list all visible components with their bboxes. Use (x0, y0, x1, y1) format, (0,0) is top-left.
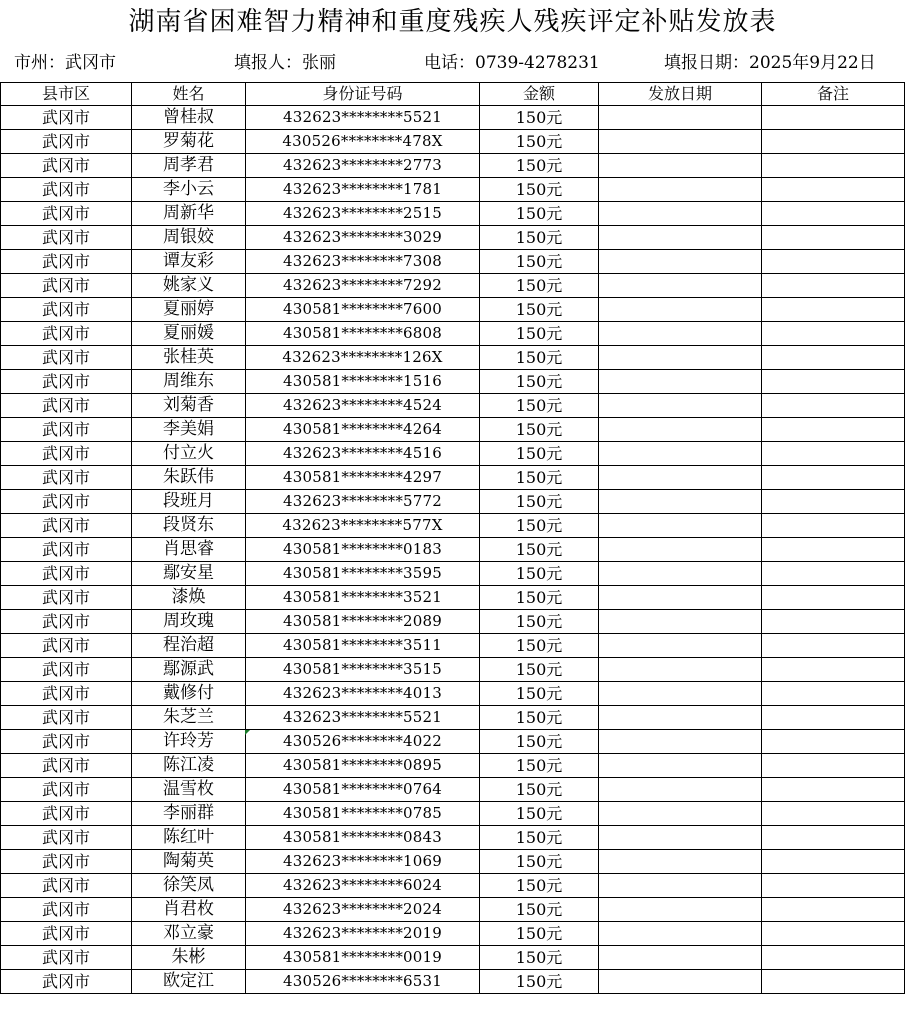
cell-note[interactable] (762, 106, 905, 130)
cell-id-number[interactable]: 430581********2089 (246, 610, 480, 634)
cell-county[interactable]: 武冈市 (1, 826, 132, 850)
cell-note[interactable] (762, 346, 905, 370)
cell-note[interactable] (762, 298, 905, 322)
city-field: 市州：武冈市 (14, 53, 116, 73)
cell-amount[interactable]: 150元 (480, 298, 599, 322)
subsidy-table (0, 82, 905, 994)
cell-amount[interactable]: 150元 (480, 826, 599, 850)
table-body (1, 106, 905, 994)
cell-note[interactable] (762, 874, 905, 898)
cell-amount[interactable]: 150元 (480, 562, 599, 586)
cell-county[interactable]: 武冈市 (1, 658, 132, 682)
cell-name[interactable]: 刘菊香 (132, 394, 246, 418)
cell-amount[interactable]: 150元 (480, 730, 599, 754)
header-county[interactable]: 县市区 (1, 83, 132, 106)
cell-note[interactable] (762, 274, 905, 298)
cell-payment-date[interactable] (599, 970, 762, 994)
cell-payment-date[interactable] (599, 442, 762, 466)
cell-id-number[interactable]: 430581********0183 (246, 538, 480, 562)
cell-id-number[interactable]: 432623********4013 (246, 682, 480, 706)
cell-name[interactable]: 朱芝兰 (132, 706, 246, 730)
page-title: 湖南省困难智力精神和重度残疾人残疾评定补贴发放表 (128, 7, 777, 37)
cell-note[interactable] (762, 682, 905, 706)
cell-payment-date[interactable] (599, 778, 762, 802)
table-row (1, 250, 905, 274)
table-row (1, 154, 905, 178)
cell-id-number[interactable]: 430581********0843 (246, 826, 480, 850)
cell-county[interactable]: 武冈市 (1, 946, 132, 970)
header-payment-date[interactable]: 发放日期 (599, 83, 762, 106)
cell-id-number[interactable]: 432623********2019 (246, 922, 480, 946)
table-row (1, 730, 905, 754)
cell-payment-date[interactable] (599, 706, 762, 730)
cell-note[interactable] (762, 898, 905, 922)
cell-amount[interactable]: 150元 (480, 658, 599, 682)
cell-payment-date[interactable] (599, 226, 762, 250)
table-row (1, 514, 905, 538)
cell-note[interactable] (762, 634, 905, 658)
table-row (1, 418, 905, 442)
table-header-row (1, 83, 905, 106)
filler-field: 填报人：张丽 (234, 53, 336, 73)
cell-note[interactable] (762, 514, 905, 538)
cell-amount[interactable]: 150元 (480, 394, 599, 418)
cell-name[interactable]: 罗菊花 (132, 130, 246, 154)
cell-id-number[interactable]: 432623********2515 (246, 202, 480, 226)
cell-name[interactable]: 许玲芳 (132, 730, 246, 754)
table-row (1, 610, 905, 634)
cell-name[interactable]: 戴修付 (132, 682, 246, 706)
table-row (1, 130, 905, 154)
table-row (1, 826, 905, 850)
header-name[interactable]: 姓名 (132, 83, 246, 106)
cell-note[interactable] (762, 466, 905, 490)
cell-payment-date[interactable] (599, 586, 762, 610)
cell-payment-date[interactable] (599, 514, 762, 538)
table-row (1, 490, 905, 514)
cell-name[interactable]: 徐笑凤 (132, 874, 246, 898)
table-row (1, 370, 905, 394)
cell-county[interactable]: 武冈市 (1, 298, 132, 322)
cell-name[interactable]: 朱彬 (132, 946, 246, 970)
table-row (1, 442, 905, 466)
table-row (1, 706, 905, 730)
table-row (1, 226, 905, 250)
cell-amount[interactable]: 150元 (480, 346, 599, 370)
cell-payment-date[interactable] (599, 826, 762, 850)
cell-amount[interactable]: 150元 (480, 178, 599, 202)
cell-county[interactable]: 武冈市 (1, 490, 132, 514)
cell-county[interactable]: 武冈市 (1, 130, 132, 154)
cell-amount[interactable]: 150元 (480, 154, 599, 178)
table-row (1, 106, 905, 130)
cell-payment-date[interactable] (599, 898, 762, 922)
cell-name[interactable]: 周新华 (132, 202, 246, 226)
cell-name[interactable]: 谭友彩 (132, 250, 246, 274)
cell-note[interactable] (762, 706, 905, 730)
cell-county[interactable]: 武冈市 (1, 586, 132, 610)
cell-note[interactable] (762, 226, 905, 250)
cell-id-number[interactable]: 430581********0785 (246, 802, 480, 826)
cell-amount[interactable]: 150元 (480, 706, 599, 730)
cell-note[interactable] (762, 778, 905, 802)
cell-amount[interactable]: 150元 (480, 442, 599, 466)
cell-name[interactable]: 周孝君 (132, 154, 246, 178)
cell-note[interactable] (762, 850, 905, 874)
cell-note[interactable] (762, 178, 905, 202)
table-row (1, 754, 905, 778)
table-row (1, 682, 905, 706)
cell-payment-date[interactable] (599, 874, 762, 898)
cell-id-number[interactable]: 430581********0895 (246, 754, 480, 778)
table-row (1, 274, 905, 298)
cell-county[interactable]: 武冈市 (1, 418, 132, 442)
cell-county[interactable]: 武冈市 (1, 778, 132, 802)
cell-id-number[interactable]: 430581********0019 (246, 946, 480, 970)
table-row (1, 970, 905, 994)
cell-payment-date[interactable] (599, 346, 762, 370)
cell-note[interactable] (762, 754, 905, 778)
cell-county[interactable]: 武冈市 (1, 754, 132, 778)
cell-county[interactable]: 武冈市 (1, 394, 132, 418)
cell-name[interactable]: 漆焕 (132, 586, 246, 610)
cell-amount[interactable]: 150元 (480, 634, 599, 658)
phone-field: 电话：0739-4278231 (424, 53, 600, 73)
cell-county[interactable]: 武冈市 (1, 634, 132, 658)
cell-county[interactable]: 武冈市 (1, 370, 132, 394)
cell-amount[interactable]: 150元 (480, 922, 599, 946)
cell-name[interactable]: 夏丽婷 (132, 298, 246, 322)
cell-id-number[interactable]: 430581********3511 (246, 634, 480, 658)
cell-name[interactable]: 温雪枚 (132, 778, 246, 802)
cell-payment-date[interactable] (599, 154, 762, 178)
cell-note[interactable] (762, 490, 905, 514)
cell-payment-date[interactable] (599, 634, 762, 658)
cell-name[interactable]: 李小云 (132, 178, 246, 202)
table-row (1, 850, 905, 874)
cell-amount[interactable]: 150元 (480, 946, 599, 970)
cell-payment-date[interactable] (599, 298, 762, 322)
cell-county[interactable]: 武冈市 (1, 874, 132, 898)
cell-amount[interactable]: 150元 (480, 802, 599, 826)
table-row (1, 586, 905, 610)
cell-note[interactable] (762, 202, 905, 226)
cell-amount[interactable]: 150元 (480, 970, 599, 994)
cell-note[interactable] (762, 730, 905, 754)
cell-id-number[interactable]: 430581********6808 (246, 322, 480, 346)
cell-name[interactable]: 周玫瑰 (132, 610, 246, 634)
cell-payment-date[interactable] (599, 370, 762, 394)
cell-name[interactable]: 陶菊英 (132, 850, 246, 874)
cell-id-number[interactable]: 432623********5772 (246, 490, 480, 514)
cell-amount[interactable]: 150元 (480, 466, 599, 490)
cell-payment-date[interactable] (599, 202, 762, 226)
cell-id-number[interactable]: 430581********1516 (246, 370, 480, 394)
cell-amount[interactable]: 150元 (480, 682, 599, 706)
cell-note[interactable] (762, 658, 905, 682)
cell-amount[interactable]: 150元 (480, 490, 599, 514)
cell-note[interactable] (762, 130, 905, 154)
cell-note[interactable] (762, 586, 905, 610)
cell-amount[interactable]: 150元 (480, 754, 599, 778)
cell-id-number[interactable]: 432623********577X (246, 514, 480, 538)
table-row (1, 346, 905, 370)
cell-name[interactable]: 陈江凌 (132, 754, 246, 778)
cell-payment-date[interactable] (599, 418, 762, 442)
cell-county[interactable]: 武冈市 (1, 538, 132, 562)
cell-county[interactable]: 武冈市 (1, 514, 132, 538)
cell-county[interactable]: 武冈市 (1, 610, 132, 634)
table-row (1, 802, 905, 826)
table-row (1, 634, 905, 658)
cell-county[interactable]: 武冈市 (1, 706, 132, 730)
cell-payment-date[interactable] (599, 106, 762, 130)
cell-note[interactable] (762, 394, 905, 418)
cell-note[interactable] (762, 370, 905, 394)
cell-amount[interactable]: 150元 (480, 250, 599, 274)
cell-name[interactable]: 李美娟 (132, 418, 246, 442)
cell-note[interactable] (762, 442, 905, 466)
cell-id-number[interactable]: 432623********1069 (246, 850, 480, 874)
cell-note[interactable] (762, 538, 905, 562)
cell-amount[interactable]: 150元 (480, 610, 599, 634)
cell-payment-date[interactable] (599, 562, 762, 586)
cell-payment-date[interactable] (599, 538, 762, 562)
cell-name[interactable]: 段贤东 (132, 514, 246, 538)
table-row (1, 538, 905, 562)
cell-payment-date[interactable] (599, 682, 762, 706)
cell-county[interactable]: 武冈市 (1, 562, 132, 586)
cell-county[interactable]: 武冈市 (1, 274, 132, 298)
cell-county[interactable]: 武冈市 (1, 106, 132, 130)
cell-county[interactable]: 武冈市 (1, 154, 132, 178)
cell-county[interactable]: 武冈市 (1, 850, 132, 874)
cell-amount[interactable]: 150元 (480, 898, 599, 922)
cell-payment-date[interactable] (599, 730, 762, 754)
cell-amount[interactable]: 150元 (480, 874, 599, 898)
cell-amount[interactable]: 150元 (480, 514, 599, 538)
cell-name[interactable]: 曾桂叔 (132, 106, 246, 130)
cell-payment-date[interactable] (599, 250, 762, 274)
cell-amount[interactable]: 150元 (480, 226, 599, 250)
cell-note[interactable] (762, 610, 905, 634)
cell-county[interactable]: 武冈市 (1, 898, 132, 922)
table-row (1, 898, 905, 922)
cell-name[interactable]: 周维东 (132, 370, 246, 394)
cell-id-number[interactable]: 432623********7308 (246, 250, 480, 274)
cell-payment-date[interactable] (599, 394, 762, 418)
cell-id-number[interactable]: 432623********6024 (246, 874, 480, 898)
cell-note[interactable] (762, 970, 905, 994)
cell-id-number[interactable]: 430526********6531 (246, 970, 480, 994)
cell-county[interactable]: 武冈市 (1, 802, 132, 826)
cell-county[interactable]: 武冈市 (1, 730, 132, 754)
cell-amount[interactable]: 150元 (480, 586, 599, 610)
table-row (1, 922, 905, 946)
cell-payment-date[interactable] (599, 466, 762, 490)
cell-note[interactable] (762, 826, 905, 850)
cell-id-number[interactable]: 432623********4524 (246, 394, 480, 418)
cell-name[interactable]: 段班月 (132, 490, 246, 514)
cell-id-number[interactable]: 430581********3595 (246, 562, 480, 586)
cell-id-number[interactable]: 430526********478X (246, 130, 480, 154)
header-note[interactable]: 备注 (762, 83, 905, 106)
cell-amount[interactable]: 150元 (480, 106, 599, 130)
cell-note[interactable] (762, 922, 905, 946)
table-row (1, 202, 905, 226)
cell-amount[interactable]: 150元 (480, 370, 599, 394)
cell-payment-date[interactable] (599, 274, 762, 298)
cell-id-number[interactable]: 432623********1781 (246, 178, 480, 202)
cell-amount[interactable]: 150元 (480, 274, 599, 298)
cell-county[interactable]: 武冈市 (1, 250, 132, 274)
cell-id-number[interactable]: 432623********2024 (246, 898, 480, 922)
cell-payment-date[interactable] (599, 178, 762, 202)
table-row (1, 178, 905, 202)
cell-id-number[interactable]: 430581********4264 (246, 418, 480, 442)
cell-id-number[interactable]: 432623********7292 (246, 274, 480, 298)
cell-amount[interactable]: 150元 (480, 322, 599, 346)
cell-name[interactable]: 欧定江 (132, 970, 246, 994)
cell-name[interactable]: 张桂英 (132, 346, 246, 370)
cell-name[interactable]: 肖君枚 (132, 898, 246, 922)
cell-county[interactable]: 武冈市 (1, 466, 132, 490)
cell-id-number[interactable]: 430581********0764 (246, 778, 480, 802)
cell-id-number[interactable]: 430526********4022 (246, 730, 480, 754)
table-row (1, 778, 905, 802)
cell-id-number[interactable]: 432623********5521 (246, 706, 480, 730)
cell-payment-date[interactable] (599, 850, 762, 874)
cell-id-number[interactable]: 432623********3029 (246, 226, 480, 250)
cell-county[interactable]: 武冈市 (1, 178, 132, 202)
table-row (1, 874, 905, 898)
cell-name[interactable]: 陈红叶 (132, 826, 246, 850)
cell-name[interactable]: 邓立豪 (132, 922, 246, 946)
cell-county[interactable]: 武冈市 (1, 970, 132, 994)
table-row (1, 322, 905, 346)
cell-name[interactable]: 肖思睿 (132, 538, 246, 562)
cell-note[interactable] (762, 154, 905, 178)
cell-county[interactable]: 武冈市 (1, 442, 132, 466)
report-info-bar (0, 44, 905, 82)
cell-amount[interactable]: 150元 (480, 130, 599, 154)
cell-county[interactable]: 武冈市 (1, 922, 132, 946)
cell-name[interactable]: 付立火 (132, 442, 246, 466)
table-row (1, 562, 905, 586)
cell-payment-date[interactable] (599, 610, 762, 634)
header-id-number[interactable]: 身份证号码 (246, 83, 480, 106)
table-row (1, 394, 905, 418)
cell-note[interactable] (762, 802, 905, 826)
cell-payment-date[interactable] (599, 754, 762, 778)
cell-amount[interactable]: 150元 (480, 778, 599, 802)
cell-amount[interactable]: 150元 (480, 418, 599, 442)
table-row (1, 466, 905, 490)
cell-payment-date[interactable] (599, 130, 762, 154)
cell-amount[interactable]: 150元 (480, 202, 599, 226)
cell-id-number[interactable]: 430581********3521 (246, 586, 480, 610)
cell-name[interactable]: 鄢安星 (132, 562, 246, 586)
header-amount[interactable]: 金额 (480, 83, 599, 106)
cell-id-number[interactable]: 432623********4516 (246, 442, 480, 466)
cell-note[interactable] (762, 322, 905, 346)
cell-name[interactable]: 夏丽媛 (132, 322, 246, 346)
cell-id-number[interactable]: 432623********2773 (246, 154, 480, 178)
cell-id-number[interactable]: 432623********5521 (246, 106, 480, 130)
cell-county[interactable]: 武冈市 (1, 202, 132, 226)
cell-name[interactable]: 鄢源武 (132, 658, 246, 682)
cell-note[interactable] (762, 250, 905, 274)
table-row (1, 658, 905, 682)
cell-payment-date[interactable] (599, 946, 762, 970)
cell-note[interactable] (762, 562, 905, 586)
report-date-field: 填报日期：2025年9月22日 (664, 53, 876, 73)
cell-id-number[interactable]: 430581********4297 (246, 466, 480, 490)
cell-county[interactable]: 武冈市 (1, 322, 132, 346)
cell-name[interactable]: 姚家义 (132, 274, 246, 298)
cell-note[interactable] (762, 418, 905, 442)
cell-comment-marker (245, 730, 250, 735)
cell-payment-date[interactable] (599, 490, 762, 514)
cell-county[interactable]: 武冈市 (1, 226, 132, 250)
cell-amount[interactable]: 150元 (480, 850, 599, 874)
cell-name[interactable]: 程治超 (132, 634, 246, 658)
cell-county[interactable]: 武冈市 (1, 682, 132, 706)
cell-name[interactable]: 周银姣 (132, 226, 246, 250)
cell-amount[interactable]: 150元 (480, 538, 599, 562)
cell-payment-date[interactable] (599, 922, 762, 946)
cell-name[interactable]: 李丽群 (132, 802, 246, 826)
table-row (1, 946, 905, 970)
cell-payment-date[interactable] (599, 658, 762, 682)
cell-payment-date[interactable] (599, 802, 762, 826)
table-row (1, 298, 905, 322)
cell-note[interactable] (762, 946, 905, 970)
cell-id-number[interactable]: 430581********3515 (246, 658, 480, 682)
cell-name[interactable]: 朱跃伟 (132, 466, 246, 490)
cell-payment-date[interactable] (599, 322, 762, 346)
cell-id-number[interactable]: 432623********126X (246, 346, 480, 370)
cell-id-number[interactable]: 430581********7600 (246, 298, 480, 322)
cell-county[interactable]: 武冈市 (1, 346, 132, 370)
